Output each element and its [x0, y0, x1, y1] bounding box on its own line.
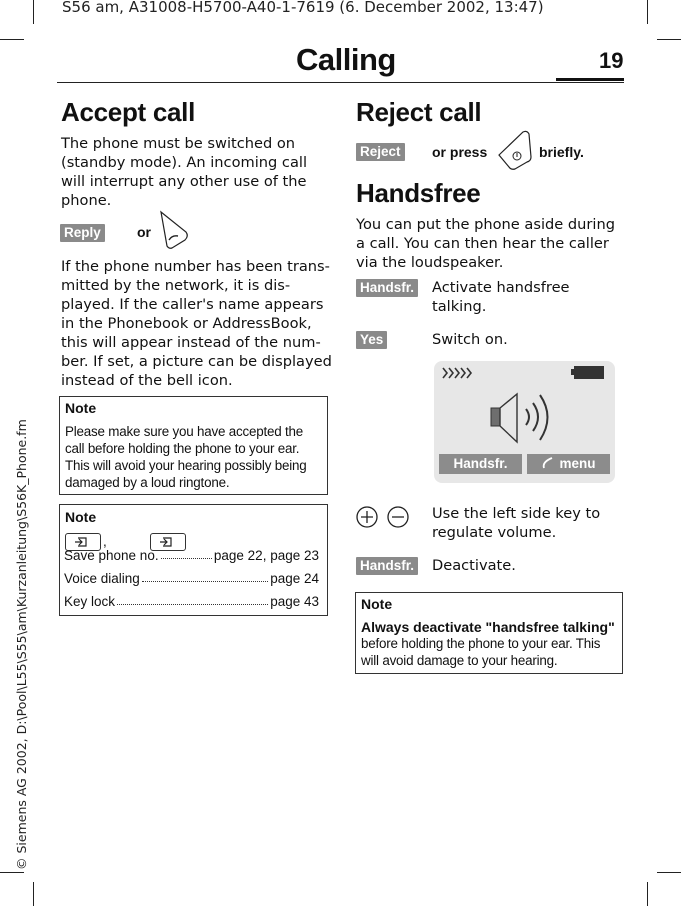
reference-label: Save phone no.: [64, 548, 159, 563]
text-line: talking.: [432, 298, 487, 315]
or-press-label: or press: [432, 144, 488, 160]
text-line: This will avoid your hearing possibly being: [65, 458, 307, 473]
end-key-icon[interactable]: [495, 129, 533, 171]
briefly-label: briefly.: [539, 144, 584, 160]
text-line: If the phone number has been trans-: [61, 258, 330, 275]
handsfree-off-softkey[interactable]: Handsfr.: [356, 557, 418, 575]
yes-softkey[interactable]: Yes: [356, 331, 387, 349]
leader-dots: [117, 594, 268, 605]
text-line: this will appear instead of the num-: [61, 334, 321, 351]
note-title: Note: [65, 400, 97, 416]
screen-left-softkey[interactable]: Handsfr.: [439, 454, 522, 474]
note-bold-line: Always deactivate "handsfree talking": [361, 619, 615, 635]
reference-row: [64, 594, 319, 609]
text-line: will interrupt any other use of the: [61, 173, 307, 190]
text-line: instead of the bell icon.: [61, 372, 233, 389]
text-line: played. If the caller's name appears: [61, 296, 324, 313]
leader-dots: [142, 571, 268, 582]
text-line: Please make sure you have accepted the: [65, 424, 304, 439]
page-number-rule: [556, 78, 624, 81]
key-separator: ,: [103, 534, 107, 549]
menu-label: menu: [559, 456, 596, 471]
reference-pages[interactable]: page 22, page 23: [213, 548, 319, 563]
leader-dots: [161, 548, 212, 559]
copyright-side-line: © Siemens AG 2002, D:\Pool\L55\S55\am\Kurzanleitung\S56K_Phone.fm: [14, 419, 29, 870]
text-line: regulate volume.: [432, 524, 557, 541]
loudspeaker-icon: [489, 390, 561, 448]
note-box-ringtone: [59, 396, 328, 495]
crop-mark: [0, 872, 24, 873]
switch-on-text: Switch on.: [432, 331, 508, 348]
note-box-references: [59, 504, 328, 616]
deactivate-text: Deactivate.: [432, 557, 516, 574]
handsfree-softkey[interactable]: Handsfr.: [356, 279, 418, 297]
text-line: You can put the phone aside during: [356, 216, 615, 233]
chapter-title: Calling: [296, 42, 396, 77]
activate-handsfree-text: [432, 278, 622, 316]
reference-row: [64, 548, 319, 563]
battery-icon: [570, 365, 606, 381]
crop-mark: [647, 882, 648, 906]
note-text: [361, 635, 623, 669]
text-line: before holding the phone to your ear. This: [361, 636, 601, 651]
reference-label: Key lock: [64, 594, 116, 609]
accept-call-heading: Accept call: [61, 97, 195, 127]
crop-mark: [33, 0, 34, 24]
note-title: Note: [361, 596, 393, 612]
signal-strength-icon: [441, 367, 477, 379]
page-number: 19: [599, 48, 624, 73]
source-line: S56 am, A31008-H5700-A40-1-7619 (6. December 2002, 13:47): [62, 0, 544, 16]
text-line: Use the left side key to: [432, 505, 601, 522]
accept-call-intro: [61, 134, 331, 210]
handsfree-heading: Handsfree: [356, 178, 481, 208]
note-text: [65, 423, 327, 491]
reject-call-heading: Reject call: [356, 97, 482, 127]
or-label: or: [137, 224, 151, 240]
note-box-handsfree: [355, 592, 623, 674]
call-key-icon[interactable]: [158, 210, 192, 250]
reference-pages[interactable]: page 24: [270, 571, 319, 586]
text-line: call before holding the phone to your ear.: [65, 441, 300, 456]
text-line: The phone must be switched on: [61, 135, 296, 152]
accept-call-body: [61, 257, 336, 390]
text-line: mitted by the network, it is dis-: [61, 277, 291, 294]
header-rule: [57, 82, 624, 83]
crop-mark: [0, 39, 24, 40]
screen-right-softkey[interactable]: [527, 454, 610, 474]
volume-text: [432, 504, 622, 542]
text-line: in the Phonebook or AddressBook,: [61, 315, 312, 332]
reply-softkey[interactable]: Reply: [60, 224, 105, 242]
text-line: damaged by a loud ringtone.: [65, 475, 230, 490]
reference-pages[interactable]: page 43: [270, 594, 319, 609]
text-line: a call. You can then hear the caller: [356, 235, 609, 252]
crop-mark: [33, 882, 34, 906]
phone-handset-icon: [541, 456, 555, 470]
crop-mark: [657, 39, 681, 40]
text-line: ber. If set, a picture can be displayed: [61, 353, 332, 370]
text-line: via the loudspeaker.: [356, 254, 504, 271]
text-line: will avoid damage to your hearing.: [361, 653, 558, 668]
text-line: Activate handsfree: [432, 279, 570, 296]
phone-display: [434, 361, 615, 483]
reference-row: [64, 571, 319, 586]
reference-label: Voice dialing: [64, 571, 140, 586]
handsfree-intro: [356, 215, 626, 272]
text-line: phone.: [61, 192, 112, 209]
reject-softkey[interactable]: Reject: [356, 143, 405, 161]
note-title: Note: [65, 509, 97, 525]
volume-down-icon[interactable]: [386, 505, 410, 529]
crop-mark: [647, 0, 648, 24]
crop-mark: [657, 872, 681, 873]
volume-up-icon[interactable]: [355, 505, 379, 529]
text-line: (standby mode). An incoming call: [61, 154, 307, 171]
